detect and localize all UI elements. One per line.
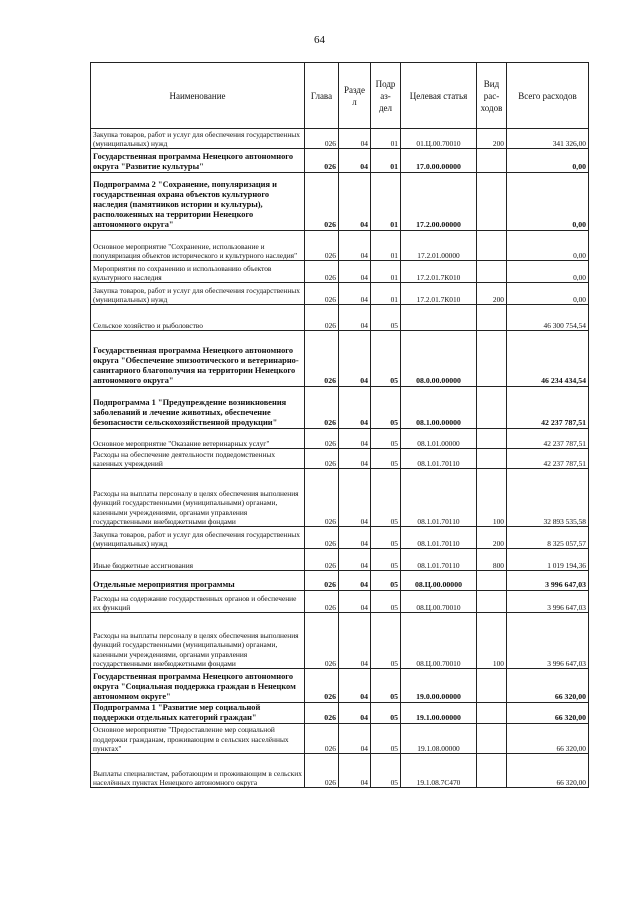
row-section: 04 xyxy=(339,571,371,591)
table-row xyxy=(91,149,589,173)
row-expense-type xyxy=(477,261,507,283)
row-expense-type xyxy=(477,231,507,261)
row-target: 19.1.08.00000 xyxy=(401,724,477,754)
row-subsection: 05 xyxy=(371,754,401,788)
table-row xyxy=(91,527,589,549)
row-expense-type xyxy=(477,331,507,387)
row-amount: 42 237 787,51 xyxy=(507,449,589,469)
row-subsection: 05 xyxy=(371,669,401,703)
budget-table xyxy=(90,62,589,788)
row-amount: 0,00 xyxy=(507,283,589,305)
row-name: Подпрограмма 2 "Сохранение, популяризация и государственная охрана объектов культурного наследия (памятников истории и культуры), расположенных на территории Ненецкого автономного округа" xyxy=(91,173,305,231)
row-subsection: 01 xyxy=(371,283,401,305)
row-expense-type: 100 xyxy=(477,469,507,527)
row-section: 04 xyxy=(339,129,371,149)
row-name: Закупка товаров, работ и услуг для обеспечения государственных (муниципальных) нужд xyxy=(91,129,305,149)
row-chapter: 026 xyxy=(305,724,339,754)
row-subsection: 01 xyxy=(371,231,401,261)
row-subsection: 05 xyxy=(371,305,401,331)
row-section: 04 xyxy=(339,549,371,571)
row-chapter: 026 xyxy=(305,703,339,724)
table-header-row xyxy=(91,63,589,129)
header-chapter: Глава xyxy=(305,63,339,129)
table-row xyxy=(91,261,589,283)
row-expense-type xyxy=(477,449,507,469)
row-subsection: 05 xyxy=(371,613,401,669)
header-name: Наименование xyxy=(91,63,305,129)
row-subsection: 05 xyxy=(371,724,401,754)
row-subsection: 05 xyxy=(371,387,401,429)
row-expense-type xyxy=(477,724,507,754)
row-expense-type xyxy=(477,305,507,331)
row-chapter: 026 xyxy=(305,591,339,613)
table-row xyxy=(91,173,589,231)
table-row xyxy=(91,724,589,754)
row-amount: 341 326,00 xyxy=(507,129,589,149)
row-expense-type: 800 xyxy=(477,549,507,571)
row-section: 04 xyxy=(339,173,371,231)
table-row xyxy=(91,613,589,669)
row-name: Расходы на обеспечение деятельности подведомственных казенных учреждений xyxy=(91,449,305,469)
row-amount: 1 019 194,36 xyxy=(507,549,589,571)
row-amount: 0,00 xyxy=(507,231,589,261)
row-chapter: 026 xyxy=(305,571,339,591)
row-chapter: 026 xyxy=(305,469,339,527)
row-name: Основное мероприятие "Оказание ветеринарных услуг" xyxy=(91,429,305,449)
page-number: 64 xyxy=(314,34,325,46)
row-amount: 42 237 787,51 xyxy=(507,429,589,449)
row-amount: 32 893 535,58 xyxy=(507,469,589,527)
row-target: 17.2.01.00000 xyxy=(401,231,477,261)
row-name: Подпрограмма 1 "Предупреждение возникновения заболеваний и лечение животных, обеспечение безопасности сельскохозяйственной продукции" xyxy=(91,387,305,429)
table-row xyxy=(91,231,589,261)
row-chapter: 026 xyxy=(305,387,339,429)
row-amount: 66 320,00 xyxy=(507,703,589,724)
row-subsection: 05 xyxy=(371,449,401,469)
row-chapter: 026 xyxy=(305,613,339,669)
header-subsection: Подр аз- дел xyxy=(371,63,401,129)
row-chapter: 026 xyxy=(305,305,339,331)
row-chapter: 026 xyxy=(305,669,339,703)
row-section: 04 xyxy=(339,283,371,305)
row-amount: 0,00 xyxy=(507,173,589,231)
row-name: Отдельные мероприятия программы xyxy=(91,571,305,591)
row-subsection: 01 xyxy=(371,129,401,149)
row-expense-type xyxy=(477,754,507,788)
row-expense-type xyxy=(477,591,507,613)
row-expense-type xyxy=(477,669,507,703)
row-target: 01.Ц.00.70010 xyxy=(401,129,477,149)
row-target: 17.2.01.7К010 xyxy=(401,283,477,305)
row-target: 17.2.01.7К010 xyxy=(401,261,477,283)
row-chapter: 026 xyxy=(305,429,339,449)
row-expense-type xyxy=(477,703,507,724)
row-chapter: 026 xyxy=(305,527,339,549)
row-target: 08.1.01.70110 xyxy=(401,449,477,469)
row-section: 04 xyxy=(339,527,371,549)
row-section: 04 xyxy=(339,387,371,429)
table-row xyxy=(91,129,589,149)
row-name: Закупка товаров, работ и услуг для обеспечения государственных (муниципальных) нужд xyxy=(91,527,305,549)
row-section: 04 xyxy=(339,469,371,527)
row-name: Расходы на выплаты персоналу в целях обеспечения выполнения функций государственными (муниципальными) органами, казенными учреждениями, органами управления государственными внебюджетными фондами xyxy=(91,613,305,669)
row-subsection: 05 xyxy=(371,469,401,527)
table-body xyxy=(91,129,589,788)
table-row xyxy=(91,703,589,724)
row-name: Государственная программа Ненецкого автономного округа "Социальная поддержка граждан в Ненецком автономном округе" xyxy=(91,669,305,703)
row-expense-type: 200 xyxy=(477,527,507,549)
header-total: Всего расходов xyxy=(507,63,589,129)
row-expense-type xyxy=(477,387,507,429)
row-subsection: 05 xyxy=(371,591,401,613)
row-amount: 66 320,00 xyxy=(507,669,589,703)
row-name: Расходы на выплаты персоналу в целях обеспечения выполнения функций государственными (муниципальными) органами, казенными учреждениями, органами управления государственными внебюджетными фондами xyxy=(91,469,305,527)
row-section: 04 xyxy=(339,754,371,788)
row-section: 04 xyxy=(339,429,371,449)
row-name: Основное мероприятие "Предоставление мер социальной поддержки гражданам, проживающим в сельских населённых пунктах" xyxy=(91,724,305,754)
row-expense-type: 200 xyxy=(477,129,507,149)
row-section: 04 xyxy=(339,149,371,173)
row-amount: 0,00 xyxy=(507,261,589,283)
row-target: 08.0.00.00000 xyxy=(401,331,477,387)
row-section: 04 xyxy=(339,613,371,669)
row-amount: 42 237 787,51 xyxy=(507,387,589,429)
table-row xyxy=(91,549,589,571)
row-expense-type: 100 xyxy=(477,613,507,669)
row-target: 08.Ц.00.70010 xyxy=(401,613,477,669)
row-target: 19.0.00.00000 xyxy=(401,669,477,703)
row-name: Закупка товаров, работ и услуг для обеспечения государственных (муниципальных) нужд xyxy=(91,283,305,305)
row-name: Сельское хозяйство и рыболовство xyxy=(91,305,305,331)
row-amount: 3 996 647,03 xyxy=(507,571,589,591)
row-amount: 66 320,00 xyxy=(507,724,589,754)
table-row xyxy=(91,305,589,331)
table-row xyxy=(91,669,589,703)
row-subsection: 05 xyxy=(371,703,401,724)
row-expense-type: 200 xyxy=(477,283,507,305)
row-subsection: 05 xyxy=(371,571,401,591)
row-section: 04 xyxy=(339,703,371,724)
row-chapter: 026 xyxy=(305,129,339,149)
row-section: 04 xyxy=(339,231,371,261)
row-chapter: 026 xyxy=(305,549,339,571)
row-chapter: 026 xyxy=(305,231,339,261)
row-target: 17.0.00.00000 xyxy=(401,149,477,173)
row-expense-type xyxy=(477,173,507,231)
table-row xyxy=(91,283,589,305)
row-amount: 46 300 754,54 xyxy=(507,305,589,331)
row-section: 04 xyxy=(339,331,371,387)
row-chapter: 026 xyxy=(305,283,339,305)
row-subsection: 01 xyxy=(371,261,401,283)
row-chapter: 026 xyxy=(305,331,339,387)
row-target: 08.1.01.70110 xyxy=(401,549,477,571)
header-target: Целевая статья xyxy=(401,63,477,129)
row-target: 08.Ц.00.70010 xyxy=(401,591,477,613)
row-subsection: 01 xyxy=(371,173,401,231)
row-target: 08.Ц.00.00000 xyxy=(401,571,477,591)
row-name: Подпрограмма 1 "Развитие мер социальной поддержки отдельных категорий граждан" xyxy=(91,703,305,724)
row-chapter: 026 xyxy=(305,754,339,788)
table-row xyxy=(91,591,589,613)
row-target: 17.2.00.00000 xyxy=(401,173,477,231)
row-subsection: 05 xyxy=(371,527,401,549)
row-target: 08.1.01.70110 xyxy=(401,469,477,527)
table-row xyxy=(91,571,589,591)
row-expense-type xyxy=(477,429,507,449)
row-expense-type xyxy=(477,571,507,591)
row-name: Основное мероприятие "Сохранение, использование и популяризация объектов исторического и культурного наследия" xyxy=(91,231,305,261)
row-section: 04 xyxy=(339,305,371,331)
table-row xyxy=(91,754,589,788)
table-row xyxy=(91,449,589,469)
row-amount: 0,00 xyxy=(507,149,589,173)
row-section: 04 xyxy=(339,724,371,754)
row-expense-type xyxy=(477,149,507,173)
row-amount: 3 996 647,03 xyxy=(507,591,589,613)
row-target: 19.1.08.7С470 xyxy=(401,754,477,788)
row-section: 04 xyxy=(339,261,371,283)
row-name: Государственная программа Ненецкого автономного округа "Развитие культуры" xyxy=(91,149,305,173)
row-subsection: 05 xyxy=(371,331,401,387)
header-section: Разде л xyxy=(339,63,371,129)
table-row xyxy=(91,429,589,449)
row-amount: 3 996 647,03 xyxy=(507,613,589,669)
table-row xyxy=(91,331,589,387)
row-name: Государственная программа Ненецкого автономного округа "Обеспечение эпизоотического и ветеринарно-санитарного благополучия на территории Ненецкого автономного округа" xyxy=(91,331,305,387)
row-chapter: 026 xyxy=(305,261,339,283)
row-chapter: 026 xyxy=(305,173,339,231)
row-chapter: 026 xyxy=(305,149,339,173)
row-section: 04 xyxy=(339,591,371,613)
row-target: 19.1.00.00000 xyxy=(401,703,477,724)
row-name: Расходы на содержание государственных органов и обеспечение их функций xyxy=(91,591,305,613)
row-name: Выплаты специалистам, работающим и проживающим в сельских населённых пунктах Ненецкого автономного округа xyxy=(91,754,305,788)
row-subsection: 05 xyxy=(371,429,401,449)
row-target: 08.1.00.00000 xyxy=(401,387,477,429)
row-subsection: 01 xyxy=(371,149,401,173)
header-expense-type: Вид рас- ходов xyxy=(477,63,507,129)
row-subsection: 05 xyxy=(371,549,401,571)
row-target: 08.1.01.70110 xyxy=(401,527,477,549)
row-name: Иные бюджетные ассигнования xyxy=(91,549,305,571)
table-row xyxy=(91,469,589,527)
row-target xyxy=(401,305,477,331)
row-amount: 66 320,00 xyxy=(507,754,589,788)
row-chapter: 026 xyxy=(305,449,339,469)
row-section: 04 xyxy=(339,669,371,703)
row-name: Мероприятия по сохранению и использованию объектов культурного наследия xyxy=(91,261,305,283)
table-row xyxy=(91,387,589,429)
row-target: 08.1.01.00000 xyxy=(401,429,477,449)
row-amount: 8 325 057,57 xyxy=(507,527,589,549)
row-amount: 46 234 434,54 xyxy=(507,331,589,387)
row-section: 04 xyxy=(339,449,371,469)
